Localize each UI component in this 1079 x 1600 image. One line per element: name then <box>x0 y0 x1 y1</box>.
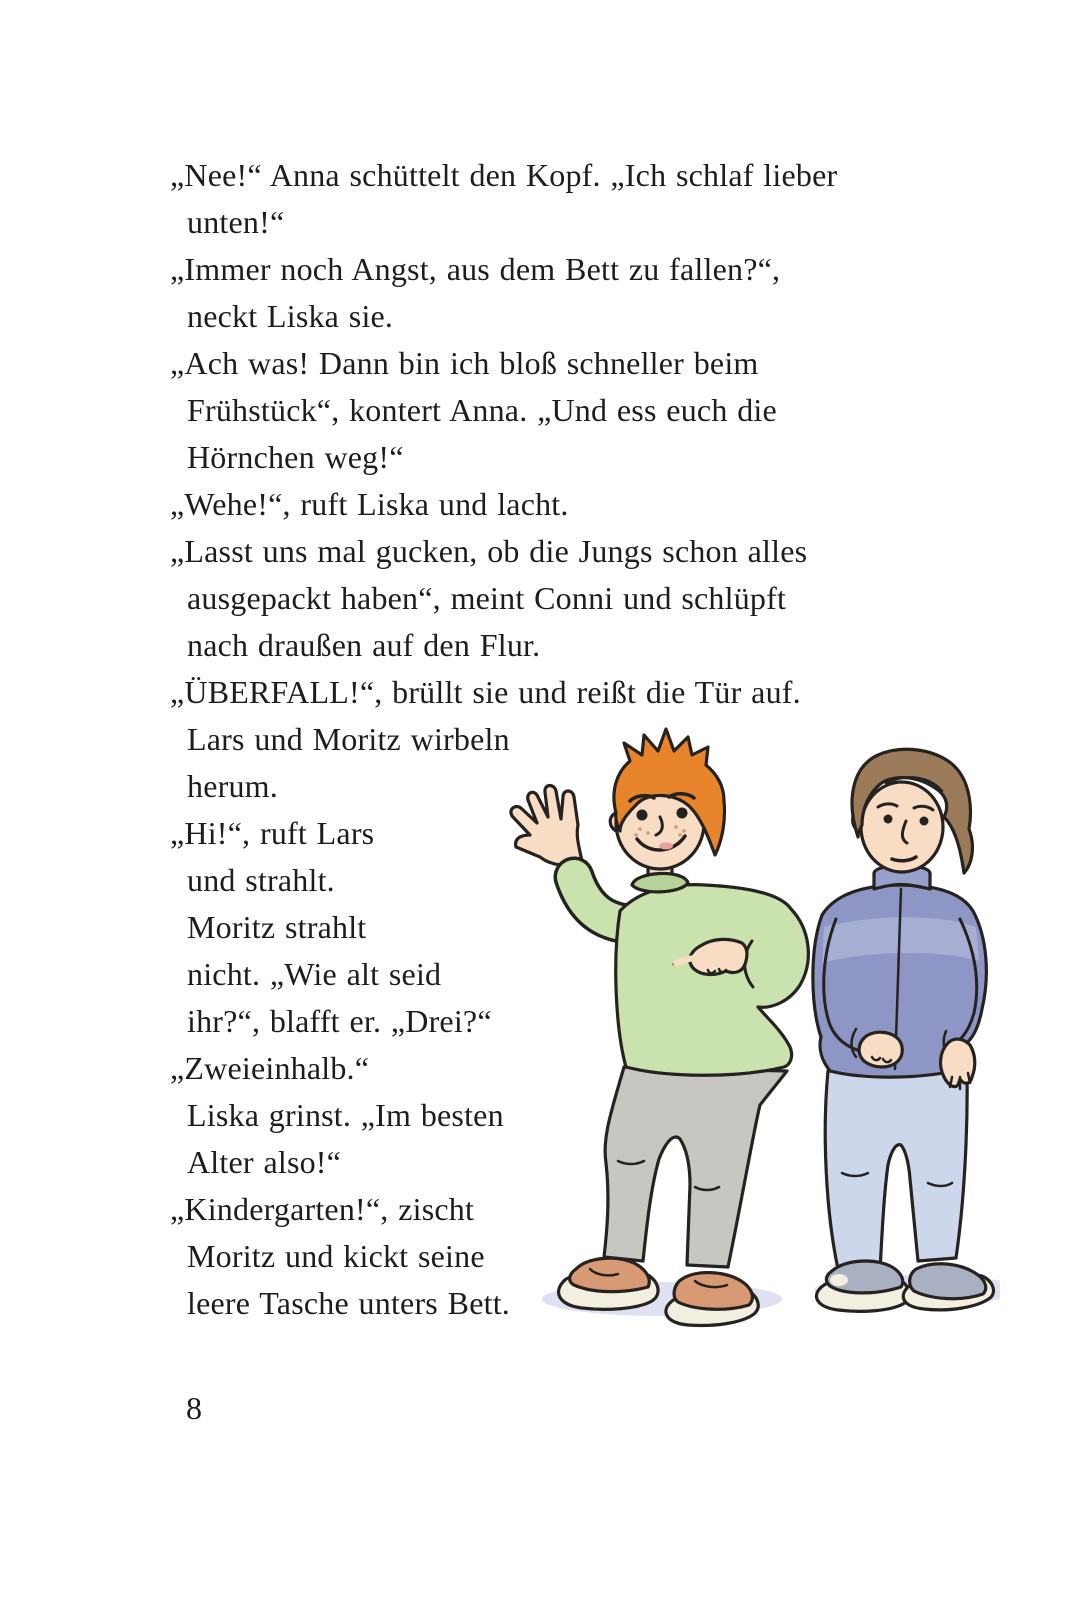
lars-figure <box>511 729 808 1326</box>
story-line: neckt Liska sie. <box>187 298 394 334</box>
lars-sweater <box>616 885 809 1076</box>
moritz-figure <box>813 749 994 1311</box>
story-line: Frühstück“, kontert Anna. „Und ess euch die <box>187 392 777 428</box>
story-line: „ÜBERFALL!“, brüllt sie und reißt die Tür auf. <box>170 674 801 710</box>
story-line: „Immer noch Angst, aus dem Bett zu fallen?“, <box>170 251 781 287</box>
story-line: leere Tasche unters Bett. <box>187 1285 510 1321</box>
story-line: Moritz und kickt seine <box>187 1238 485 1274</box>
story-line: Lars und Moritz wirbeln <box>187 721 510 757</box>
story-line: ausgepackt haben“, meint Conni und schlüpft <box>187 580 787 616</box>
story-line: „Lasst uns mal gucken, ob die Jungs schon alles <box>170 533 808 569</box>
story-line: nach draußen auf den Flur. <box>187 627 541 663</box>
lars-waving-hand <box>511 785 582 865</box>
story-line: Liska grinst. „Im besten <box>187 1097 504 1133</box>
story-line: „Hi!“, ruft Lars <box>170 815 375 851</box>
story-line: „Nee!“ Anna schüttelt den Kopf. „Ich schlaf lieber <box>170 157 838 193</box>
story-line: Moritz strahlt <box>187 909 367 945</box>
illustration-two-boys <box>490 713 1000 1333</box>
story-line: „Zweieinhalb.“ <box>170 1050 370 1086</box>
lars-right-shoe <box>674 1273 752 1310</box>
story-line: „Kindergarten!“, zischt <box>170 1191 475 1227</box>
story-line: herum. <box>187 768 278 804</box>
story-line: Alter also!“ <box>187 1144 342 1180</box>
page-number: 8 <box>186 1390 202 1426</box>
story-line: „Wehe!“, ruft Liska und lacht. <box>170 486 569 522</box>
story-line: „Ach was! Dann bin ich bloß schneller beim <box>170 345 759 381</box>
story-line: ihr?“, blafft er. „Drei?“ <box>187 1003 492 1039</box>
lars-collar <box>632 873 688 891</box>
story-line: nicht. „Wie alt seid <box>187 956 442 992</box>
moritz-right-shoe <box>910 1264 986 1299</box>
story-line: unten!“ <box>187 204 285 240</box>
story-line: und strahlt. <box>187 862 335 898</box>
story-line: Hörnchen weg!“ <box>187 439 404 475</box>
moritz-fist <box>859 1032 902 1067</box>
lars-trousers <box>604 1067 787 1267</box>
moritz-face <box>861 782 943 872</box>
moritz-jeans <box>825 1071 967 1271</box>
